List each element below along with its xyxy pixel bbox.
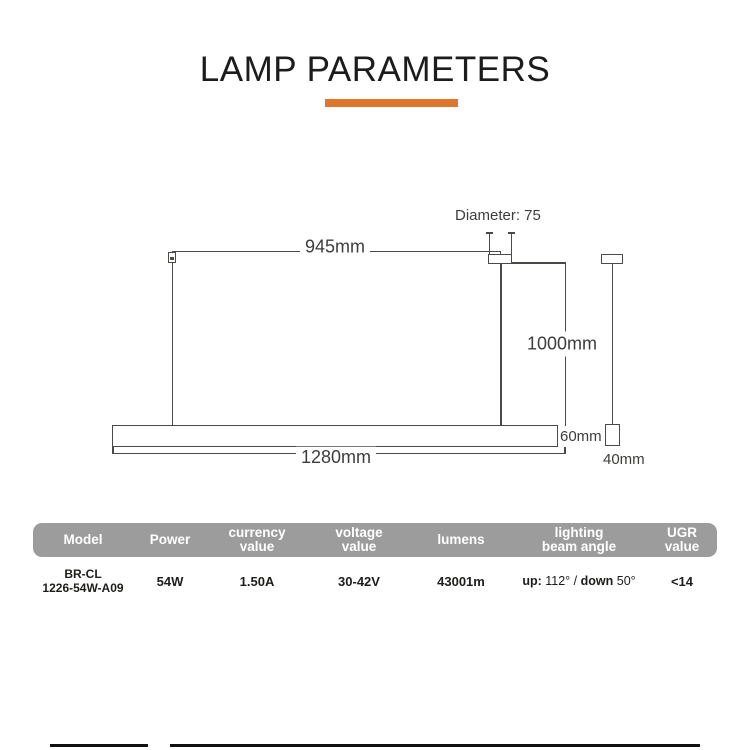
beam-up-value: 112° [545,574,571,588]
model-value [33,567,133,595]
ceiling-canopy [488,254,512,264]
col-header-ugr-line1: UGR [667,525,697,540]
bottom-divider-segment-right [170,744,700,747]
ugr-value: <14 [670,573,694,589]
length-dimension-label: 1280mm [296,447,376,468]
suspension-grip-band [170,257,174,260]
col-header-model [33,533,133,547]
model-value-line1: BR-CL [64,567,102,581]
diameter-tick-right [511,233,513,255]
col-header-lumens-line1: lumens [437,532,485,547]
side-view-canopy [601,254,623,264]
beam-separator: / [573,574,578,588]
lamp-bar-front-view [112,425,558,447]
col-header-beam-angle-line1: lighting [554,525,604,540]
col-header-ugr-line2: value [664,539,700,554]
drop-dimension-elbow [512,262,566,264]
side-view-cable [612,264,614,424]
spec-table-row [33,561,717,601]
col-header-power [133,533,207,547]
col-header-ugr [647,526,717,554]
suspension-grip [168,252,176,263]
beam-down-label: down [580,574,614,588]
bar-height-label: 60mm [560,428,602,445]
lumens-value: 43001m [437,573,485,589]
col-header-model-line1: Model [63,532,103,547]
col-header-beam-angle [511,526,647,554]
col-header-currency-line2: value [239,539,275,554]
lamp-bar-side-profile [605,424,620,446]
col-header-voltage-line1: voltage [335,525,383,540]
beam-down-value: 50° [616,574,636,588]
span-dimension-label: 945mm [300,236,370,257]
bottom-divider-segment-left [50,744,148,747]
left-suspension-cable [172,263,174,426]
right-suspension-cable [500,264,502,426]
drop-dimension-label: 1000mm [523,332,601,357]
diameter-label: Diameter: 75 [455,207,541,224]
col-header-lumens [411,533,511,547]
voltage-value: 30-42V [338,573,380,589]
col-header-currency-line1: currency [228,525,286,540]
model-value-line2: 1226-54W-A09 [42,581,124,595]
title-underline-bar [325,99,458,107]
beam-up-label: up: [522,574,542,588]
spec-table-header [33,523,717,557]
currency-value: 1.50A [239,573,275,589]
col-header-currency [207,526,307,554]
page-title: LAMP PARAMETERS [199,50,551,89]
profile-width-label: 40mm [603,451,645,468]
col-header-power-line1: Power [149,532,191,547]
col-header-voltage-line2: value [341,539,377,554]
power-value: 54W [156,573,184,589]
col-header-voltage [307,526,411,554]
col-header-beam-angle-line2: beam angle [541,539,617,554]
beam-angle-value [511,574,647,588]
